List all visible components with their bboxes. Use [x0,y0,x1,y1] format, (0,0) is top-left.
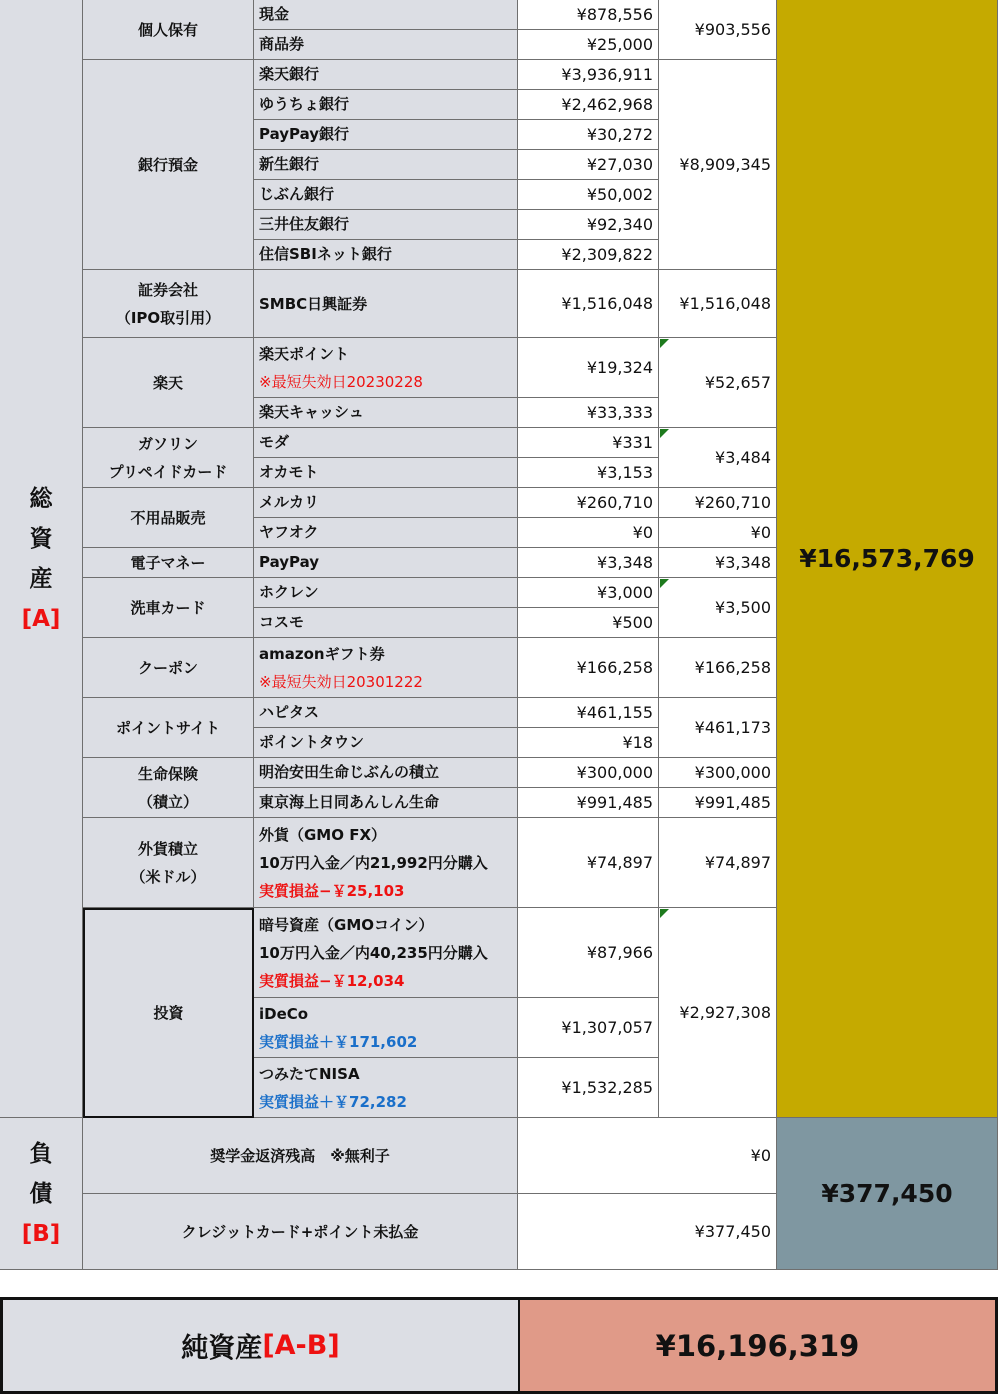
item-value: ¥2,462,968 [518,90,659,120]
item-value: ¥461,155 [518,698,659,728]
subtotal-value: ¥991,485 [659,788,777,818]
expiry-note: ※最短失効日20230228 [259,372,423,391]
comment-marker-icon[interactable] [660,339,669,348]
total-assets-value [777,0,998,1118]
item-value: ¥19,324 [518,338,659,398]
item-value: ¥27,030 [518,150,659,180]
item-name-text: 楽天ポイント [259,344,350,363]
subtotal-value [659,428,777,488]
item-name: 新生銀行 [254,150,518,180]
category-carwash [83,578,254,638]
item-name-text: 外貨（GMO FX） [259,825,387,844]
subtotal-value: ¥74,897 [659,818,777,908]
item-name: 明治安田生命じぶんの積立 [254,758,518,788]
category-emoney [83,548,254,578]
profit-loss: 実質損益−￥12,034 [259,971,405,990]
item-name: 現金 [254,0,518,30]
subtotal-value: ¥461,173 [659,698,777,758]
category-label: 生命保険 [137,764,198,783]
category-sublabel: （積立） [137,792,198,811]
purchase-note: 10万円入金／内21,992円分購入 [259,853,488,872]
item-name-text: amazonギフト券 [259,644,385,663]
subtotal-text: ¥3,500 [715,597,771,617]
net-assets-value-text: ¥16,196,319 [655,1328,860,1363]
item-name: PayPay [254,548,518,578]
item-value: ¥260,710 [518,488,659,518]
category-label: ポイントサイト [116,718,220,737]
item-name [254,270,518,338]
liabilities-label-char: 負 [29,1140,53,1167]
item-name [254,1058,518,1118]
item-name: PayPay銀行 [254,120,518,150]
item-name [254,908,518,998]
comment-marker-icon[interactable] [660,579,669,588]
subtotal-value [659,338,777,428]
comment-marker-icon[interactable] [660,909,669,918]
category-sublabel: プリペイドカード [108,462,228,481]
assets-label-char: 資 [29,525,53,552]
item-name: 商品券 [254,30,518,60]
item-value: ¥30,272 [518,120,659,150]
item-value: ¥3,348 [518,548,659,578]
item-name: じぶん銀行 [254,180,518,210]
category-personal [83,0,254,60]
net-assets-value [520,1300,995,1391]
category-label: 不用品販売 [130,508,206,527]
expiry-note: ※最短失効日20301222 [259,672,423,691]
item-value: ¥50,002 [518,180,659,210]
item-name: ヤフオク [254,518,518,548]
total-liabilities-text: ¥377,450 [821,1179,953,1208]
category-resale [83,488,254,548]
item-value: ¥991,485 [518,788,659,818]
subtotal-text: ¥2,927,308 [679,1002,771,1022]
subtotal-value: ¥300,000 [659,758,777,788]
item-name: ゆうちょ銀行 [254,90,518,120]
subtotal-text: ¥3,484 [715,447,771,467]
category-label: 外貨積立 [137,839,198,858]
item-name-text: つみたてNISA [259,1064,360,1083]
assets-tag: [A] [21,605,61,632]
category-sublabel: （米ドル） [130,867,206,886]
liability-value: ¥377,450 [518,1194,777,1270]
item-value: ¥166,258 [518,638,659,698]
item-value: ¥1,516,048 [518,270,659,338]
category-label: 投資 [153,1004,184,1022]
item-value: ¥87,966 [518,908,659,998]
category-label: 楽天 [152,373,183,392]
item-value: ¥74,897 [518,818,659,908]
profit-loss: 実質損益−￥25,103 [259,881,405,900]
category-label: ガソリン [137,434,198,453]
net-assets-label [3,1300,520,1391]
category-label: 洗車カード [130,598,206,617]
item-name-text: iDeCo [259,1004,309,1023]
item-name [254,998,518,1058]
assets-label-char: 総 [29,485,53,512]
item-value: ¥1,307,057 [518,998,659,1058]
subtotal-value [659,908,777,1118]
total-liabilities-value [777,1118,998,1270]
liability-name [83,1118,518,1194]
liability-value: ¥0 [518,1118,777,1194]
liabilities-label [0,1118,83,1270]
item-name-text: SMBC日興証券 [259,294,368,313]
profit-loss: 実質損益＋￥72,282 [259,1092,407,1111]
item-value: ¥500 [518,608,659,638]
subtotal-value: ¥3,348 [659,548,777,578]
item-value: ¥1,532,285 [518,1058,659,1118]
subtotal-value: ¥1,516,048 [659,270,777,338]
net-assets-tag: [A-B] [262,1330,340,1361]
item-value: ¥3,936,911 [518,60,659,90]
total-assets-text: ¥16,573,769 [799,544,975,573]
liability-name [83,1194,518,1270]
category-securities [83,270,254,338]
category-label: クーポン [137,658,198,677]
item-name [254,638,518,698]
category-forex [83,818,254,908]
subtotal-value [659,578,777,638]
category-gasoline [83,428,254,488]
subtotal-value: ¥166,258 [659,638,777,698]
category-label: 証券会社 [137,280,198,299]
item-name: メルカリ [254,488,518,518]
total-assets-label [0,0,83,1118]
profit-loss: 実質損益＋￥171,602 [259,1032,418,1051]
subtotal-value: ¥8,909,345 [659,60,777,270]
item-value: ¥878,556 [518,0,659,30]
category-label: 銀行預金 [137,155,198,174]
category-label: 個人保有 [137,20,198,39]
net-assets-box [0,1297,998,1394]
category-label: 電子マネー [130,553,206,572]
item-value: ¥92,340 [518,210,659,240]
item-name: 楽天銀行 [254,60,518,90]
item-name-text: 暗号資産（GMOコイン） [259,915,434,934]
net-assets-label-text: 純資産 [181,1333,263,1364]
category-rakuten [83,338,254,428]
subtotal-value: ¥260,710 [659,488,777,518]
item-name [254,818,518,908]
item-name: 東京海上日同あんしん生命 [254,788,518,818]
item-value: ¥331 [518,428,659,458]
liabilities-label-char: 債 [29,1180,53,1207]
item-name: オカモト [254,458,518,488]
category-pointsite [83,698,254,758]
item-value: ¥3,153 [518,458,659,488]
item-name: 三井住友銀行 [254,210,518,240]
subtotal-value: ¥903,556 [659,0,777,60]
item-name: モダ [254,428,518,458]
item-name: ポイントタウン [254,728,518,758]
item-value: ¥300,000 [518,758,659,788]
category-insurance [83,758,254,818]
item-name [254,338,518,398]
item-name: コスモ [254,608,518,638]
subtotal-value: ¥0 [659,518,777,548]
category-sublabel: （IPO取引用） [115,308,221,327]
category-bank [83,60,254,270]
assets-label-char: 産 [29,565,53,592]
liabilities-tag: [B] [21,1220,61,1247]
item-name: 楽天キャッシュ [254,398,518,428]
category-coupon [83,638,254,698]
item-name: ホクレン [254,578,518,608]
item-value: ¥3,000 [518,578,659,608]
item-value: ¥2,309,822 [518,240,659,270]
purchase-note: 10万円入金／内40,235円分購入 [259,943,488,962]
item-name: 住信SBIネット銀行 [254,240,518,270]
item-value: ¥0 [518,518,659,548]
item-value: ¥25,000 [518,30,659,60]
liability-name-text: クレジットカード+ポイント未払金 [181,1222,419,1241]
subtotal-text: ¥52,657 [704,372,771,392]
liability-name-text: 奨学金返済残高 ※無利子 [210,1146,390,1165]
comment-marker-icon[interactable] [660,429,669,438]
category-invest [83,908,254,1118]
item-name: ハピタス [254,698,518,728]
item-value: ¥33,333 [518,398,659,428]
item-value: ¥18 [518,728,659,758]
